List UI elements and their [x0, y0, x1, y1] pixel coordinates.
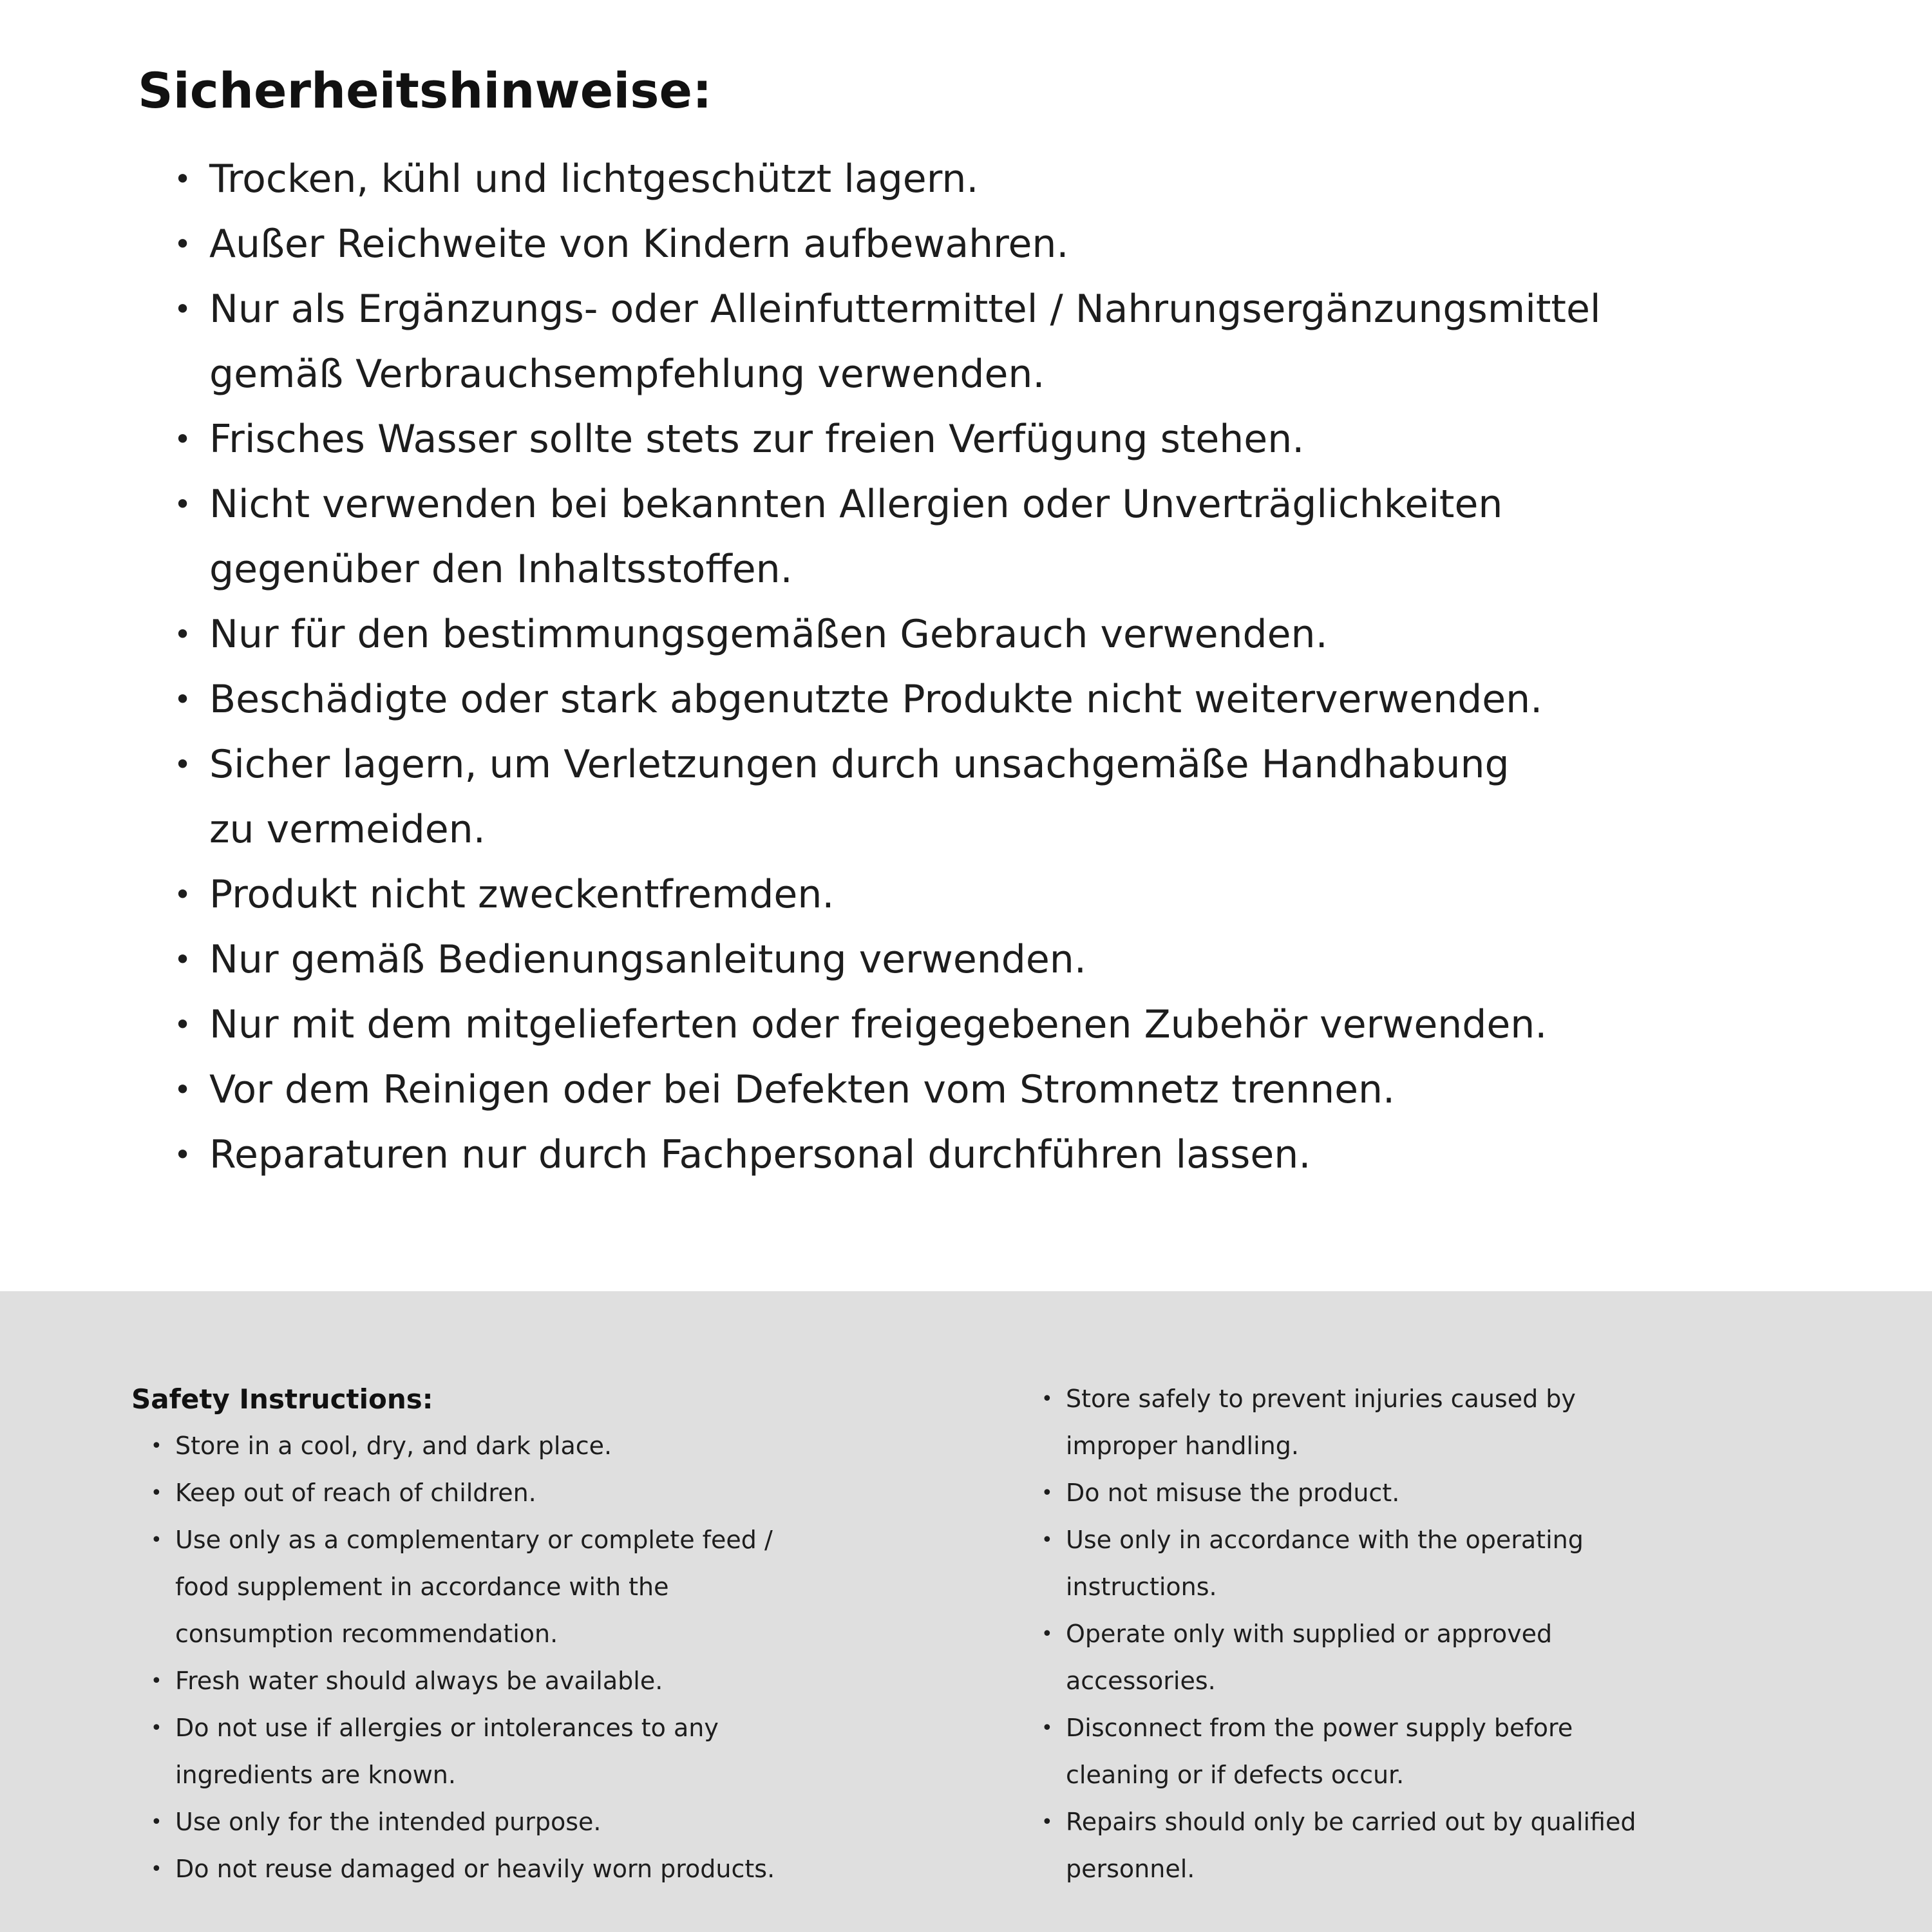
english-left-column: [131, 1376, 775, 1893]
english-right-column: [1041, 1376, 1636, 1893]
list-item-text: Store safely to prevent injuries caused by: [1066, 1385, 1576, 1413]
list-item-continuation: [151, 1564, 775, 1611]
list-item-text: Keep out of reach of children.: [175, 1479, 536, 1507]
list-item-text: Do not misuse the product.: [1066, 1479, 1400, 1507]
list-item-continuation: [1041, 1846, 1636, 1893]
bullet-icon: •: [1041, 1529, 1053, 1551]
list-item: [151, 1423, 775, 1470]
bullet-icon: •: [174, 682, 192, 717]
list-item: [174, 212, 1868, 277]
bullet-icon: •: [174, 422, 192, 457]
bullet-icon: •: [174, 1007, 192, 1042]
bullet-icon: •: [1041, 1717, 1053, 1739]
list-item: [174, 602, 1868, 667]
bullet-spacer: [151, 1564, 175, 1611]
bullet-spacer: [1041, 1423, 1066, 1470]
list-item-text: Frisches Wasser sollte stets zur freien Verfügung stehen.: [209, 417, 1305, 462]
bullet-icon: •: [1041, 1482, 1053, 1504]
bullet-spacer: [1041, 1752, 1066, 1799]
list-item-text: Trocken, kühl und lichtgeschützt lagern.: [209, 156, 979, 202]
list-item-text: Nicht verwenden bei bekannten Allergien oder Unverträglichkeiten: [209, 482, 1503, 527]
list-item-continuation: [174, 537, 1868, 602]
list-item: [151, 1846, 775, 1893]
list-item: [174, 667, 1868, 732]
list-item-text: Außer Reichweite von Kindern aufbewahren.: [209, 222, 1069, 267]
bullet-icon: •: [174, 617, 192, 652]
list-item-text: Do not reuse damaged or heavily worn products.: [175, 1855, 775, 1883]
list-item-text: Fresh water should always be available.: [175, 1667, 663, 1695]
list-item: [1041, 1799, 1636, 1846]
english-left-list: [151, 1423, 775, 1893]
german-heading: Sicherheitshinweise:: [138, 62, 712, 119]
list-item: [1041, 1470, 1636, 1517]
bullet-icon: •: [174, 1072, 192, 1107]
list-item-text: Do not use if allergies or intolerances to any: [175, 1714, 719, 1742]
list-item-text: gegenüber den Inhaltsstoffen.: [209, 547, 793, 592]
bullet-icon: •: [1041, 1623, 1053, 1645]
list-item: [151, 1470, 775, 1517]
list-item-text: instructions.: [1066, 1573, 1217, 1601]
bullet-icon: •: [174, 1137, 192, 1172]
list-item-continuation: [151, 1611, 775, 1658]
list-item-text: Store in a cool, dry, and dark place.: [175, 1432, 612, 1460]
list-item-text: Use only for the intended purpose.: [175, 1808, 601, 1836]
list-item-text: gemäß Verbrauchsempfehlung verwenden.: [209, 352, 1045, 397]
bullet-icon: •: [151, 1717, 162, 1739]
list-item: [174, 732, 1868, 797]
bullet-icon: •: [151, 1482, 162, 1504]
bullet-spacer: [1041, 1846, 1066, 1893]
bullet-icon: •: [151, 1529, 162, 1551]
list-item-text: improper handling.: [1066, 1432, 1299, 1460]
list-item-continuation: [1041, 1752, 1636, 1799]
english-heading: Safety Instructions:: [131, 1383, 433, 1415]
list-item-text: Reparaturen nur durch Fachpersonal durchführen lassen.: [209, 1132, 1311, 1177]
list-item-continuation: [174, 797, 1868, 862]
list-item-text: Operate only with supplied or approved: [1066, 1620, 1553, 1648]
list-item: [174, 1122, 1868, 1188]
list-item-continuation: [1041, 1423, 1636, 1470]
list-item-text: Nur als Ergänzungs- oder Alleinfuttermittel / Nahrungsergänzungsmittel: [209, 287, 1601, 332]
list-item-text: Use only in accordance with the operating: [1066, 1526, 1584, 1554]
list-item-text: Nur mit dem mitgelieferten oder freigegebenen Zubehör verwenden.: [209, 1002, 1548, 1047]
list-item: [174, 407, 1868, 472]
list-item-text: Use only as a complementary or complete feed /: [175, 1526, 773, 1554]
list-item: [174, 927, 1868, 992]
list-item-text: consumption recommendation.: [175, 1620, 558, 1648]
bullet-icon: •: [1041, 1811, 1053, 1833]
list-item-continuation: [174, 342, 1868, 407]
bullet-icon: •: [174, 877, 192, 912]
bullet-spacer: [174, 797, 209, 862]
list-item-text: Repairs should only be carried out by qualified: [1066, 1808, 1636, 1836]
bullet-icon: •: [174, 227, 192, 261]
list-item: [1041, 1611, 1636, 1658]
german-safety-list: [174, 147, 1868, 1188]
list-item-text: Produkt nicht zweckentfremden.: [209, 872, 835, 917]
list-item: [151, 1799, 775, 1846]
bullet-icon: •: [151, 1670, 162, 1692]
list-item-text: Sicher lagern, um Verletzungen durch unsachgemäße Handhabung: [209, 742, 1510, 787]
bullet-icon: •: [1041, 1388, 1053, 1410]
list-item: [174, 1057, 1868, 1122]
list-item-text: Beschädigte oder stark abgenutzte Produkte nicht weiterverwenden.: [209, 677, 1543, 722]
list-item-text: ingredients are known.: [175, 1761, 456, 1789]
english-right-list: [1041, 1376, 1636, 1893]
list-item: [174, 277, 1868, 342]
list-item: [1041, 1517, 1636, 1564]
bullet-icon: •: [174, 162, 192, 196]
bullet-spacer: [174, 537, 209, 602]
list-item: [151, 1517, 775, 1564]
list-item-text: personnel.: [1066, 1855, 1195, 1883]
list-item: [174, 472, 1868, 537]
list-item: [151, 1705, 775, 1752]
list-item: [174, 992, 1868, 1057]
list-item-text: Nur gemäß Bedienungsanleitung verwenden.: [209, 937, 1086, 982]
bullet-spacer: [1041, 1658, 1066, 1705]
list-item-text: Disconnect from the power supply before: [1066, 1714, 1573, 1742]
list-item: [174, 147, 1868, 212]
bullet-spacer: [151, 1611, 175, 1658]
bullet-icon: •: [151, 1811, 162, 1833]
bullet-spacer: [174, 342, 209, 407]
bullet-icon: •: [151, 1858, 162, 1880]
bullet-icon: •: [174, 747, 192, 782]
list-item-text: cleaning or if defects occur.: [1066, 1761, 1405, 1789]
bullet-icon: •: [174, 942, 192, 977]
list-item-continuation: [1041, 1658, 1636, 1705]
list-item: [174, 862, 1868, 927]
list-item: [1041, 1376, 1636, 1423]
bullet-icon: •: [174, 487, 192, 522]
list-item-continuation: [151, 1752, 775, 1799]
bullet-icon: •: [174, 292, 192, 327]
list-item-text: Nur für den bestimmungsgemäßen Gebrauch verwenden.: [209, 612, 1328, 657]
list-item-text: food supplement in accordance with the: [175, 1573, 669, 1601]
list-item-text: accessories.: [1066, 1667, 1216, 1695]
english-safety-section: [0, 1291, 1932, 1932]
bullet-icon: •: [151, 1435, 162, 1457]
list-item: [151, 1658, 775, 1705]
bullet-spacer: [151, 1752, 175, 1799]
bullet-spacer: [1041, 1564, 1066, 1611]
list-item-continuation: [1041, 1564, 1636, 1611]
list-item-text: zu vermeiden.: [209, 807, 486, 852]
list-item: [1041, 1705, 1636, 1752]
list-item-text: Vor dem Reinigen oder bei Defekten vom Stromnetz trennen.: [209, 1067, 1396, 1112]
